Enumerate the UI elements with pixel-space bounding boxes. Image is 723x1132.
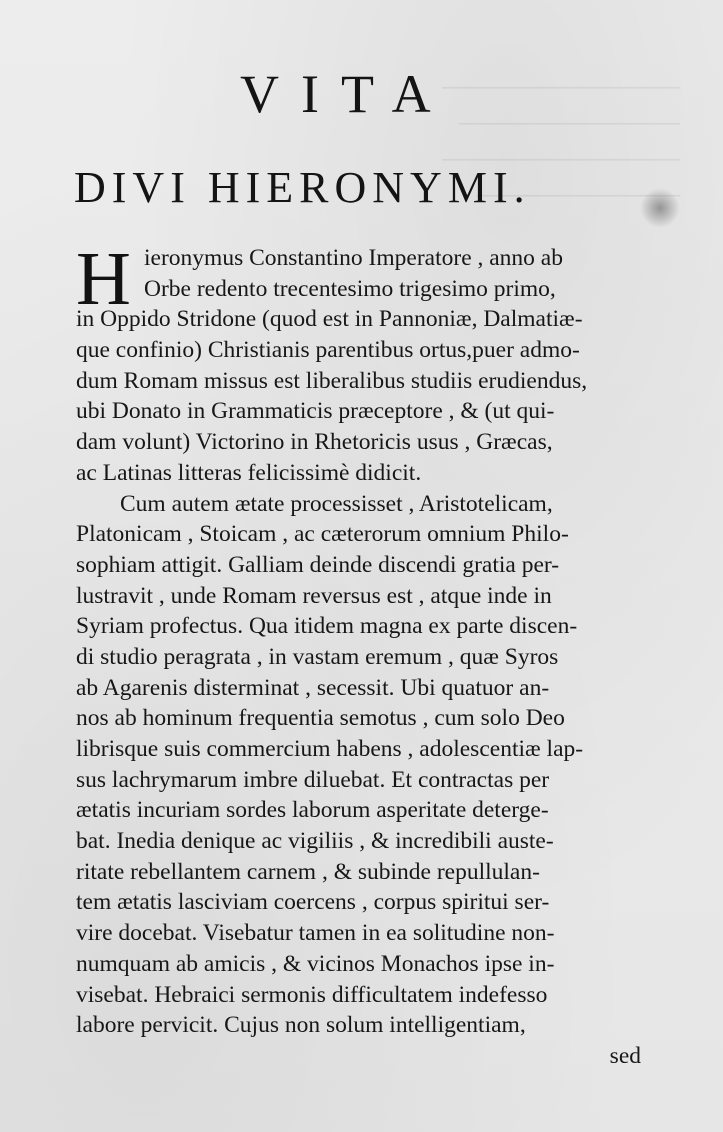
text-line: vire docebat. Visebatur tamen in ea solitudine non- [76, 920, 555, 947]
text-line: sophiam attigit. Galliam deinde discendi gratia per- [76, 551, 560, 578]
text-line: nos ab hominum frequentia semotus , cum solo Deo [76, 705, 565, 732]
catchword: sed [609, 1042, 641, 1069]
ink-smudge [640, 188, 680, 228]
text-line: ieronymus Constantino Imperatore , anno ab [144, 245, 563, 271]
text-line: Syriam profectus. Qua itidem magna ex parte discen- [76, 613, 578, 640]
page-subtitle: DIVI HIERONYMI. [74, 163, 531, 212]
bleed-through-shadow: ────────────── ───────────── ────────────── ──────────── [441, 75, 680, 209]
text-line: in Oppido Stridone (quod est in Pannoniæ, Dalmatiæ- [76, 306, 583, 333]
drop-cap: H [76, 237, 131, 321]
text-line: ac Latinas litteras felicissimè didicit. [76, 459, 422, 486]
text-line: librisque suis commercium habens , adolescentiæ lap- [76, 736, 584, 762]
text-line: tem ætatis lasciviam coercens , corpus spiritui ser- [76, 889, 550, 916]
body-text [76, 237, 641, 1072]
page-title: VITA [240, 64, 453, 124]
text-line: dam volunt) Victorino in Rhetoricis usus , Græcas, [76, 429, 553, 456]
text-line: visebat. Hebraici sermonis difficultatem indefesso [76, 981, 548, 1008]
text-line: ritate rebellantem carnem , & subinde repullulan- [76, 858, 540, 885]
text-line: lustravit , unde Romam reversus est , atque inde in [76, 582, 552, 609]
text-line: que confinio) Christianis parentibus ortus,puer admo- [76, 337, 580, 364]
text-line: Platonicam , Stoicam , ac cæterorum omnium Philo- [76, 521, 569, 548]
text-line: bat. Inedia denique ac vigiliis , & incredibili auste- [76, 828, 554, 855]
text-line: dum Romam missus est liberalibus studiis erudiendus, [76, 367, 588, 394]
text-line: ubi Donato in Grammaticis præceptore , & (ut qui- [76, 398, 555, 425]
text-line: ab Agarenis disterminat , secessit. Ubi quatuor an- [76, 674, 550, 701]
text-line: labore pervicit. Cujus non solum intelligentiam, [76, 1012, 526, 1039]
text-line: Orbe redento trecentesimo trigesimo primo, [144, 275, 556, 302]
text-line: numquam ab amicis , & vicinos Monachos ipse in- [76, 950, 555, 977]
text-line: Cum autem ætate processisset , Aristotelicam, [120, 490, 553, 517]
text-line: ætatis incuriam sordes laborum asperitate deterge- [76, 797, 549, 824]
text-line: sus lachrymarum imbre diluebat. Et contractas per [76, 766, 550, 793]
text-line: di studio peragrata , in vastam eremum , quæ Syros [76, 643, 559, 670]
